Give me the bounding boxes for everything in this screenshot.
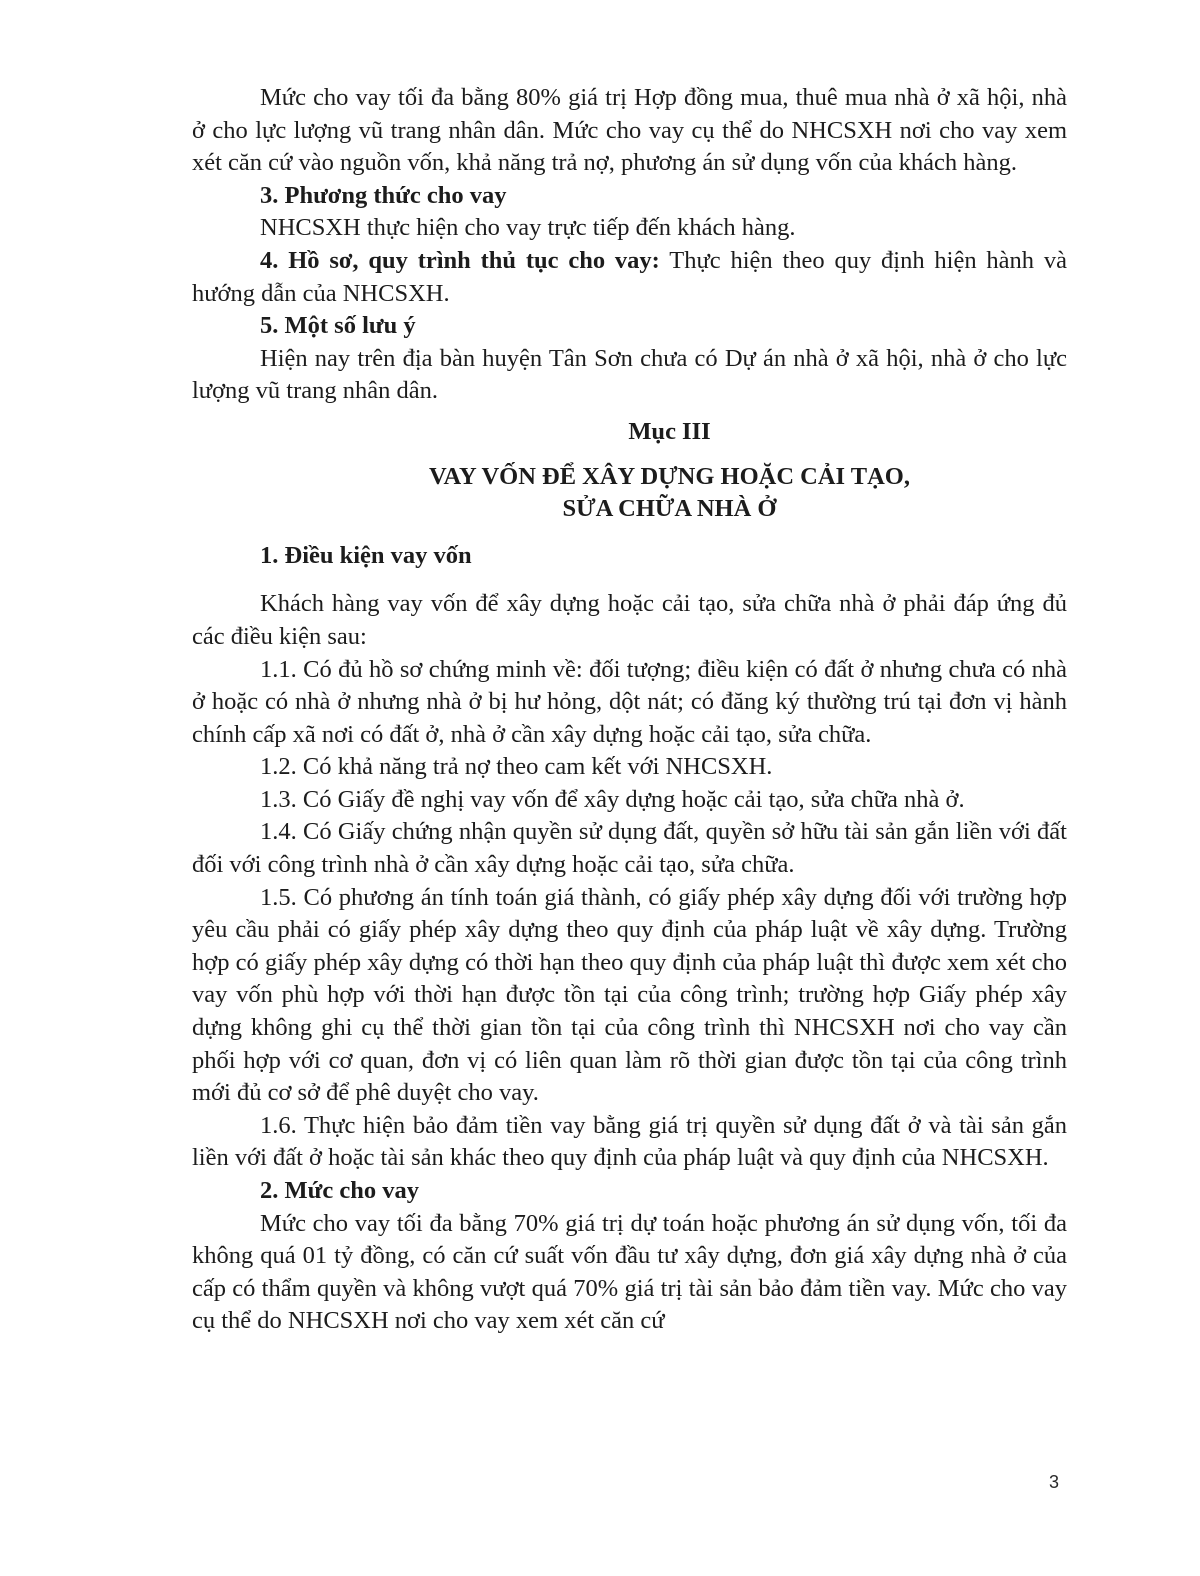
- paragraph-notes: Hiện nay trên địa bàn huyện Tân Sơn chưa có Dự án nhà ở xã hội, nhà ở cho lực lượng vũ trang nhân dân.: [192, 344, 1067, 405]
- paragraph-loan-limit-70: Mức cho vay tối đa bằng 70% giá trị dự toán hoặc phương án sử dụng vốn, tối đa không quá 01 tỷ đồng, có căn cứ suất vốn đầu tư xây dựng, đơn giá xây dựng nhà ở của cấp có thẩm quyền và không vượt quá 70% giá trị tài sản bảo đảm tiền vay. Mức cho vay cụ thể do NHCSXH nơi cho vay xem xét căn cứ: [192, 1209, 1067, 1335]
- section-title: [192, 461, 1067, 526]
- condition-1-5: 1.5. Có phương án tính toán giá thành, có giấy phép xây dựng đối với trường hợp yêu cầu phải có giấy phép xây dựng theo quy định của pháp luật về xây dựng. Trường hợp có giấy phép xây dựng có thời hạn theo quy định của pháp luật thì được xem xét cho vay vốn phù hợp với thời hạn được tồn tại của công trình; trường hợp Giấy phép xây dựng không ghi cụ thể thời gian tồn tại của công trình thì NHCSXH nơi cho vay cần phối hợp với cơ quan, đơn vị có liên quan làm rõ thời gian được tồn tại của công trình mới đủ cơ sở để phê duyệt cho vay.: [192, 883, 1067, 1107]
- procedures-text: Thực hiện theo quy định hiện hành và hướng dẫn của NHCSXH.: [192, 246, 1068, 307]
- paragraph-conditions-intro: Khách hàng vay vốn để xây dựng hoặc cải tạo, sửa chữa nhà ở phải đáp ứng đủ các điều kiện sau:: [192, 590, 1067, 650]
- section-label: Mục III: [628, 417, 711, 445]
- condition-1-4: 1.4. Có Giấy chứng nhận quyền sử dụng đất, quyền sở hữu tài sản gắn liền với đất đối với công trình nhà ở cần xây dựng hoặc cải tạo, sửa chữa.: [192, 818, 1067, 879]
- condition-1-2: 1.2. Có khả năng trả nợ theo cam kết với NHCSXH.: [260, 753, 773, 781]
- heading-procedures: 4. Hồ sơ, quy trình thủ tục cho vay:: [260, 246, 660, 274]
- paragraph-loan-limit-80: Mức cho vay tối đa bằng 80% giá trị Hợp đồng mua, thuê mua nhà ở xã hội, nhà ở cho lực lượng vũ trang nhân dân. Mức cho vay cụ thể do NHCSXH nơi cho vay xem xét căn cứ vào nguồn vốn, khả năng trả nợ, phương án sử dụng vốn của khách hàng.: [192, 84, 1067, 177]
- heading-loan-conditions: 1. Điều kiện vay vốn: [260, 541, 472, 569]
- heading-lending-method: 3. Phương thức cho vay: [260, 181, 507, 209]
- paragraph-lending-method: NHCSXH thực hiện cho vay trực tiếp đến khách hàng.: [260, 214, 796, 242]
- page-number: 3: [1049, 1472, 1060, 1492]
- condition-1-1: 1.1. Có đủ hồ sơ chứng minh về: đối tượng; điều kiện có đất ở nhưng chưa có nhà ở hoặc có nhà ở nhưng nhà ở bị hư hỏng, dột nát; có đăng ký thường trú tại đơn vị hành chính cấp xã nơi có đất ở, nhà ở cần xây dựng hoặc cải tạo, sửa chữa.: [192, 655, 1067, 748]
- condition-1-3: 1.3. Có Giấy đề nghị vay vốn để xây dựng hoặc cải tạo, sửa chữa nhà ở.: [260, 785, 965, 813]
- paragraph-procedures: [192, 245, 1067, 310]
- section-title-line-1: VAY VỐN ĐỂ XÂY DỰNG HOẶC CẢI TẠO,: [429, 462, 910, 490]
- heading-notes: 5. Một số lưu ý: [260, 312, 416, 340]
- condition-1-6: 1.6. Thực hiện bảo đảm tiền vay bằng giá trị quyền sử dụng đất ở và tài sản gắn liền với đất ở hoặc tài sản khác theo quy định của pháp luật và quy định của NHCSXH.: [192, 1111, 1067, 1172]
- document-page: [192, 82, 1067, 1338]
- section-title-line-2: SỬA CHỮA NHÀ Ở: [562, 495, 777, 523]
- heading-loan-amount: 2. Mức cho vay: [260, 1177, 419, 1204]
